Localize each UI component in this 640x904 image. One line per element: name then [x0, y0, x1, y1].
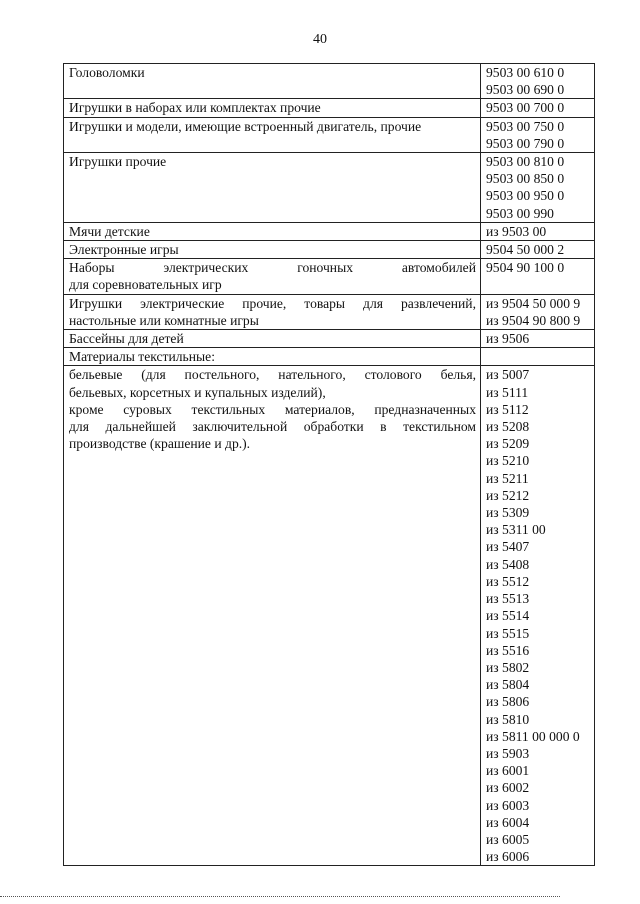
tn-ved-code: из 5208	[486, 419, 530, 435]
goods-name-cell	[64, 117, 481, 152]
tn-ved-code: 9504 90 100 0	[486, 260, 565, 276]
goods-name-line: Головоломки	[69, 65, 145, 80]
tn-ved-code: из 5512	[486, 573, 530, 589]
table-row	[64, 64, 595, 99]
tn-ved-code: из 5007	[486, 367, 530, 383]
tn-ved-code: из 6006	[486, 849, 530, 865]
goods-name-line: бельевые (для постельного, нательного, столового белья,	[69, 367, 476, 383]
tn-ved-code: из 5407	[486, 539, 530, 555]
goods-name-cell	[64, 222, 481, 240]
tn-ved-code-cell	[481, 153, 595, 223]
goods-name-cell	[64, 153, 481, 223]
tn-ved-code: из 6002	[486, 780, 530, 796]
goods-name-line: Электронные игры	[69, 242, 179, 258]
tn-ved-code: из 5811 00 000 0	[486, 728, 580, 744]
tn-ved-code: из 5810	[486, 711, 530, 727]
goods-name-cell	[64, 366, 481, 866]
tn-ved-code: 9503 00 700 0	[486, 100, 565, 116]
goods-name-line: Игрушки в наборах или комплектах прочие	[69, 100, 321, 116]
tn-ved-code: из 5514	[486, 608, 530, 624]
table-row	[64, 294, 595, 329]
tn-ved-code: из 5210	[486, 453, 530, 469]
tn-ved-code: из 6004	[486, 814, 530, 830]
tn-ved-code: из 5513	[486, 591, 530, 607]
tn-ved-code: из 5212	[486, 487, 530, 503]
tn-ved-code: 9504 50 000 2	[486, 242, 565, 258]
tn-ved-code: из 5211	[486, 470, 529, 486]
tn-ved-code: из 9503 00	[486, 223, 547, 239]
tn-ved-code-cell	[481, 294, 595, 329]
page-number: 40	[313, 32, 327, 47]
tn-ved-code-cell	[481, 117, 595, 152]
tn-ved-code: из 6001	[486, 763, 530, 779]
table-row	[64, 348, 595, 366]
table-row	[64, 153, 595, 223]
table-row	[64, 259, 595, 294]
tn-ved-code: 9503 00 790 0	[486, 135, 565, 151]
goods-name-line: Мячи детские	[69, 223, 150, 239]
table-row	[64, 117, 595, 152]
table-row	[64, 222, 595, 240]
tn-ved-code: 9503 00 990	[486, 205, 554, 221]
tn-ved-code: из 9504 50 000 9	[486, 295, 581, 311]
goods-name-line: Игрушки прочие	[69, 154, 167, 170]
tn-ved-code: из 5408	[486, 556, 530, 572]
tn-ved-code-cell	[481, 64, 595, 99]
tn-ved-code: из 5112	[486, 401, 529, 417]
goods-name-line: Игрушки и модели, имеющие встроенный двигатель, прочие	[69, 118, 422, 134]
tn-ved-code: из 5516	[486, 642, 530, 658]
tn-ved-code: из 9506	[486, 331, 530, 347]
tn-ved-code: из 5806	[486, 694, 530, 710]
goods-name-line: кроме суровых текстильных материалов, предназначенных	[69, 401, 476, 417]
tn-ved-code: из 5515	[486, 625, 530, 641]
table-row	[64, 366, 595, 866]
goods-name-cell	[64, 64, 481, 99]
goods-name-cell	[64, 259, 481, 294]
goods-name-line: настольные или комнатные игры	[69, 312, 259, 328]
tn-ved-code: 9503 00 610 0	[486, 65, 565, 80]
tn-ved-code-cell	[481, 330, 595, 348]
goods-name-cell	[64, 241, 481, 259]
goods-table	[63, 63, 595, 866]
tn-ved-code: 9503 00 950 0	[486, 188, 565, 204]
table-row	[64, 99, 595, 117]
tn-ved-code: из 5309	[486, 505, 530, 521]
table-row	[64, 330, 595, 348]
tn-ved-code: из 5903	[486, 745, 530, 761]
tn-ved-code: из 6005	[486, 831, 530, 847]
tn-ved-code: из 9504 90 800 9	[486, 312, 581, 328]
goods-name-cell	[64, 294, 481, 329]
goods-name-line: для соревновательных игр	[69, 277, 222, 293]
tn-ved-code-cell	[481, 259, 595, 294]
goods-name-cell	[64, 99, 481, 117]
goods-name-line: Бассейны для детей	[69, 331, 184, 347]
tn-ved-code-cell	[481, 241, 595, 259]
tn-ved-code: из 5802	[486, 659, 530, 675]
tn-ved-code: 9503 00 750 0	[486, 118, 565, 134]
tn-ved-code: из 5311 00	[486, 522, 546, 538]
goods-name-line: производстве (крашение и др.).	[69, 436, 251, 452]
tn-ved-code: 9503 00 850 0	[486, 171, 565, 187]
goods-name-line: для дальнейшей заключительной обработки в текстильном	[69, 419, 476, 435]
tn-ved-code-cell	[481, 348, 595, 366]
tn-ved-code-cell	[481, 366, 595, 866]
tn-ved-code-cell	[481, 222, 595, 240]
tn-ved-code: 9503 00 810 0	[486, 154, 565, 170]
goods-name-line: Материалы текстильные:	[69, 349, 215, 365]
tn-ved-code-cell	[481, 99, 595, 117]
tn-ved-code: из 6003	[486, 797, 530, 813]
tn-ved-code: из 5209	[486, 436, 530, 452]
goods-name-line: бельевых, корсетных и купальных изделий),	[69, 384, 326, 400]
goods-name-line: Наборы электрических гоночных автомобилей	[69, 260, 476, 276]
goods-name-line: Игрушки электрические прочие, товары для развлечений,	[69, 295, 476, 311]
page-bottom-edge	[0, 896, 560, 897]
goods-name-cell	[64, 348, 481, 366]
tn-ved-code: из 5804	[486, 677, 530, 693]
tn-ved-code: из 5111	[486, 384, 529, 400]
table-row	[64, 241, 595, 259]
goods-name-cell	[64, 330, 481, 348]
tn-ved-code: 9503 00 690 0	[486, 82, 565, 98]
